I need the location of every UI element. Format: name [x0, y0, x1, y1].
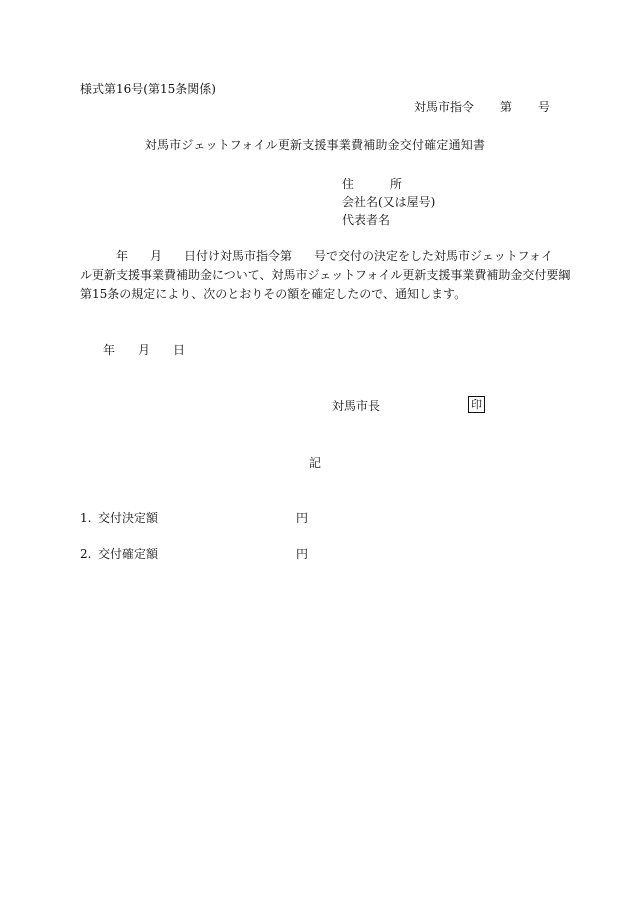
item-label: 交付確定額 [98, 547, 159, 561]
seal-stamp: 印 [468, 396, 485, 413]
body-line-1 [80, 247, 558, 266]
form-number: 様式第16号(第15条関係) [80, 82, 216, 96]
doc-number-go: 号 [537, 100, 550, 114]
item-row-2 [80, 546, 158, 562]
item-label: 交付決定額 [98, 511, 159, 525]
body-line1-tail: 号で交付の決定をした対馬市ジェットフォイ [314, 249, 553, 263]
ki-heading: 記 [308, 456, 321, 470]
doc-number-prefix: 対馬市指令 [413, 100, 474, 114]
date-year: 年 [103, 343, 116, 357]
date-day: 日 [173, 343, 186, 357]
date-month: 月 [138, 343, 151, 357]
body-line-3: 第15条の規定により、次のとおりその額を確定したので、通知します。 [80, 287, 467, 301]
body-line-2: ル更新支援事業費補助金について、対馬市ジェットフォイル更新支援事業費補助金交付要綱 [80, 268, 571, 282]
body-paragraph [80, 247, 571, 304]
representative-label: 代表者名 [342, 213, 391, 227]
item-row-1 [80, 510, 158, 526]
body-year: 年 [116, 249, 129, 263]
document-number [414, 99, 550, 115]
company-name-label: 会社名(又は屋号) [342, 195, 436, 209]
mayor-signature: 対馬市長 [332, 399, 381, 413]
item-unit: 円 [296, 511, 309, 525]
document-title: 対馬市ジェットフォイル更新支援事業費補助金交付確定通知書 [144, 138, 486, 152]
body-line1-rest: 日付け対馬市指令第 [184, 249, 293, 263]
item-number: 1. [80, 511, 92, 525]
issue-date [103, 342, 185, 358]
address-label-2: 所 [390, 177, 403, 191]
item-number: 2. [80, 547, 92, 561]
item-unit: 円 [296, 547, 309, 561]
address-line [342, 176, 402, 192]
address-label-1: 住 [342, 177, 355, 191]
body-month: 月 [150, 249, 163, 263]
doc-number-dai: 第 [499, 100, 512, 114]
